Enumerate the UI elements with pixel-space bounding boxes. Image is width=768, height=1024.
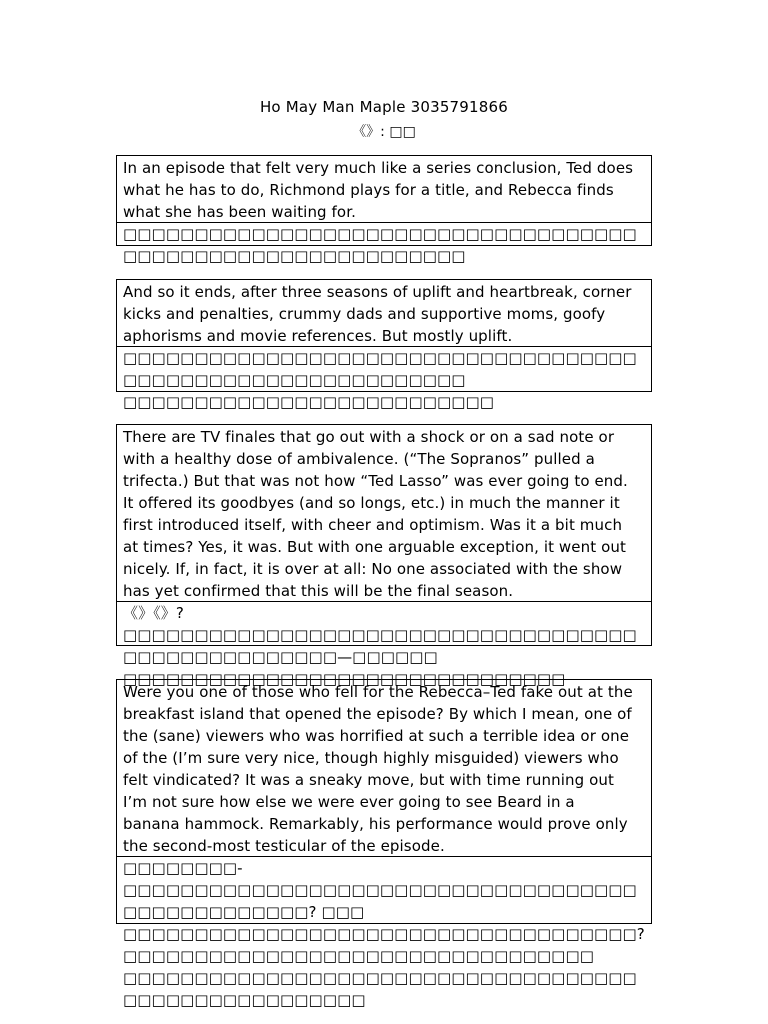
document-subtitle: 《》: □□ (352, 124, 416, 140)
chinese-translation: □□□□□□□□□□□□□□□□□□□□□□□□□□□□□□□□□□□□□□□□□□□□□□□□□□□□□□□□□□□□ (123, 225, 637, 265)
chinese-translation: □□□□□□□□□□□□□□□□□□□□□□□□□□□□□□□□□□□□□□□□□□□□□□□□□□□□□□□□□□□□ □□□□□□□□□□□□□□□□□□□□□□□□□□ (123, 349, 637, 411)
text-block-2 (116, 279, 652, 411)
english-paragraph: And so it ends, after three seasons of uplift and heartbreak, corner kicks and penalties, crummy dads and supportive moms, goofy aphorisms and movie references. But mostly uplift. (117, 280, 651, 347)
text-block-4 (116, 679, 652, 1009)
english-paragraph: Were you one of those who fell for the Rebecca–Ted fake out at the breakfast island that opened the episode? By which I mean, one of the (sane) viewers who was horrified at such a terrible idea or one of the (I’m sure very nice, though highly misguided) viewers who felt vindicated? It was a sneaky move, but with time running out I’m not sure how else we were ever going to see Beard in a banana hammock. Remarkably, his performance would prove only the second-most testicular of the episode. (117, 680, 651, 857)
text-block-3 (116, 424, 652, 688)
english-paragraph: In an episode that felt very much like a series conclusion, Ted does what he has to do, Richmond plays for a title, and Rebecca finds what she has been waiting for. (117, 156, 651, 223)
author-line: Ho May Man Maple 3035791866 (259, 98, 509, 116)
text-block-1 (116, 155, 652, 265)
english-paragraph: There are TV finales that go out with a shock or on a sad note or with a healthy dose of ambivalence. (“The Sopranos” pulled a trifecta.) But that was not how “Ted Lasso” was ever going to end. It offered its goodbyes (and so longs, etc.) in much the manner it first introduced itself, with cheer and optimism. Was it a bit much at times? Yes, it was. But with one arguable exception, it went out nicely. If, in fact, it is over at all: No one associated with the show has yet confirmed that this will be the final season. (117, 425, 651, 602)
chinese-translation: 《》《》? □□□□□□□□□□□□□□□□□□□□□□□□□□□□□□□□□□□□□□□□□□□□□□□□□□□—□□□□□□ □□□□□□□□□□□□□□□□□□□□□□□□□□□□□□□ (123, 604, 637, 688)
chinese-translation: □□□□□□□□-□□□□□□□□□□□□□□□□□□□□□□□□□□□□□□□□□□□□□□□□□□□□□□□□□? □□□ □□□□□□□□□□□□□□□□□□□□□□□□□□□□□□□□□□□□? □□□□□□□□□□□□□□□□□□□□□□□□□□□□□□□□□ □□□□□□□□□□□□□□□□□□□□□□□□□□□□□□□□□□□□□□□□□□□□□□□□□□□□□ (123, 859, 645, 1009)
